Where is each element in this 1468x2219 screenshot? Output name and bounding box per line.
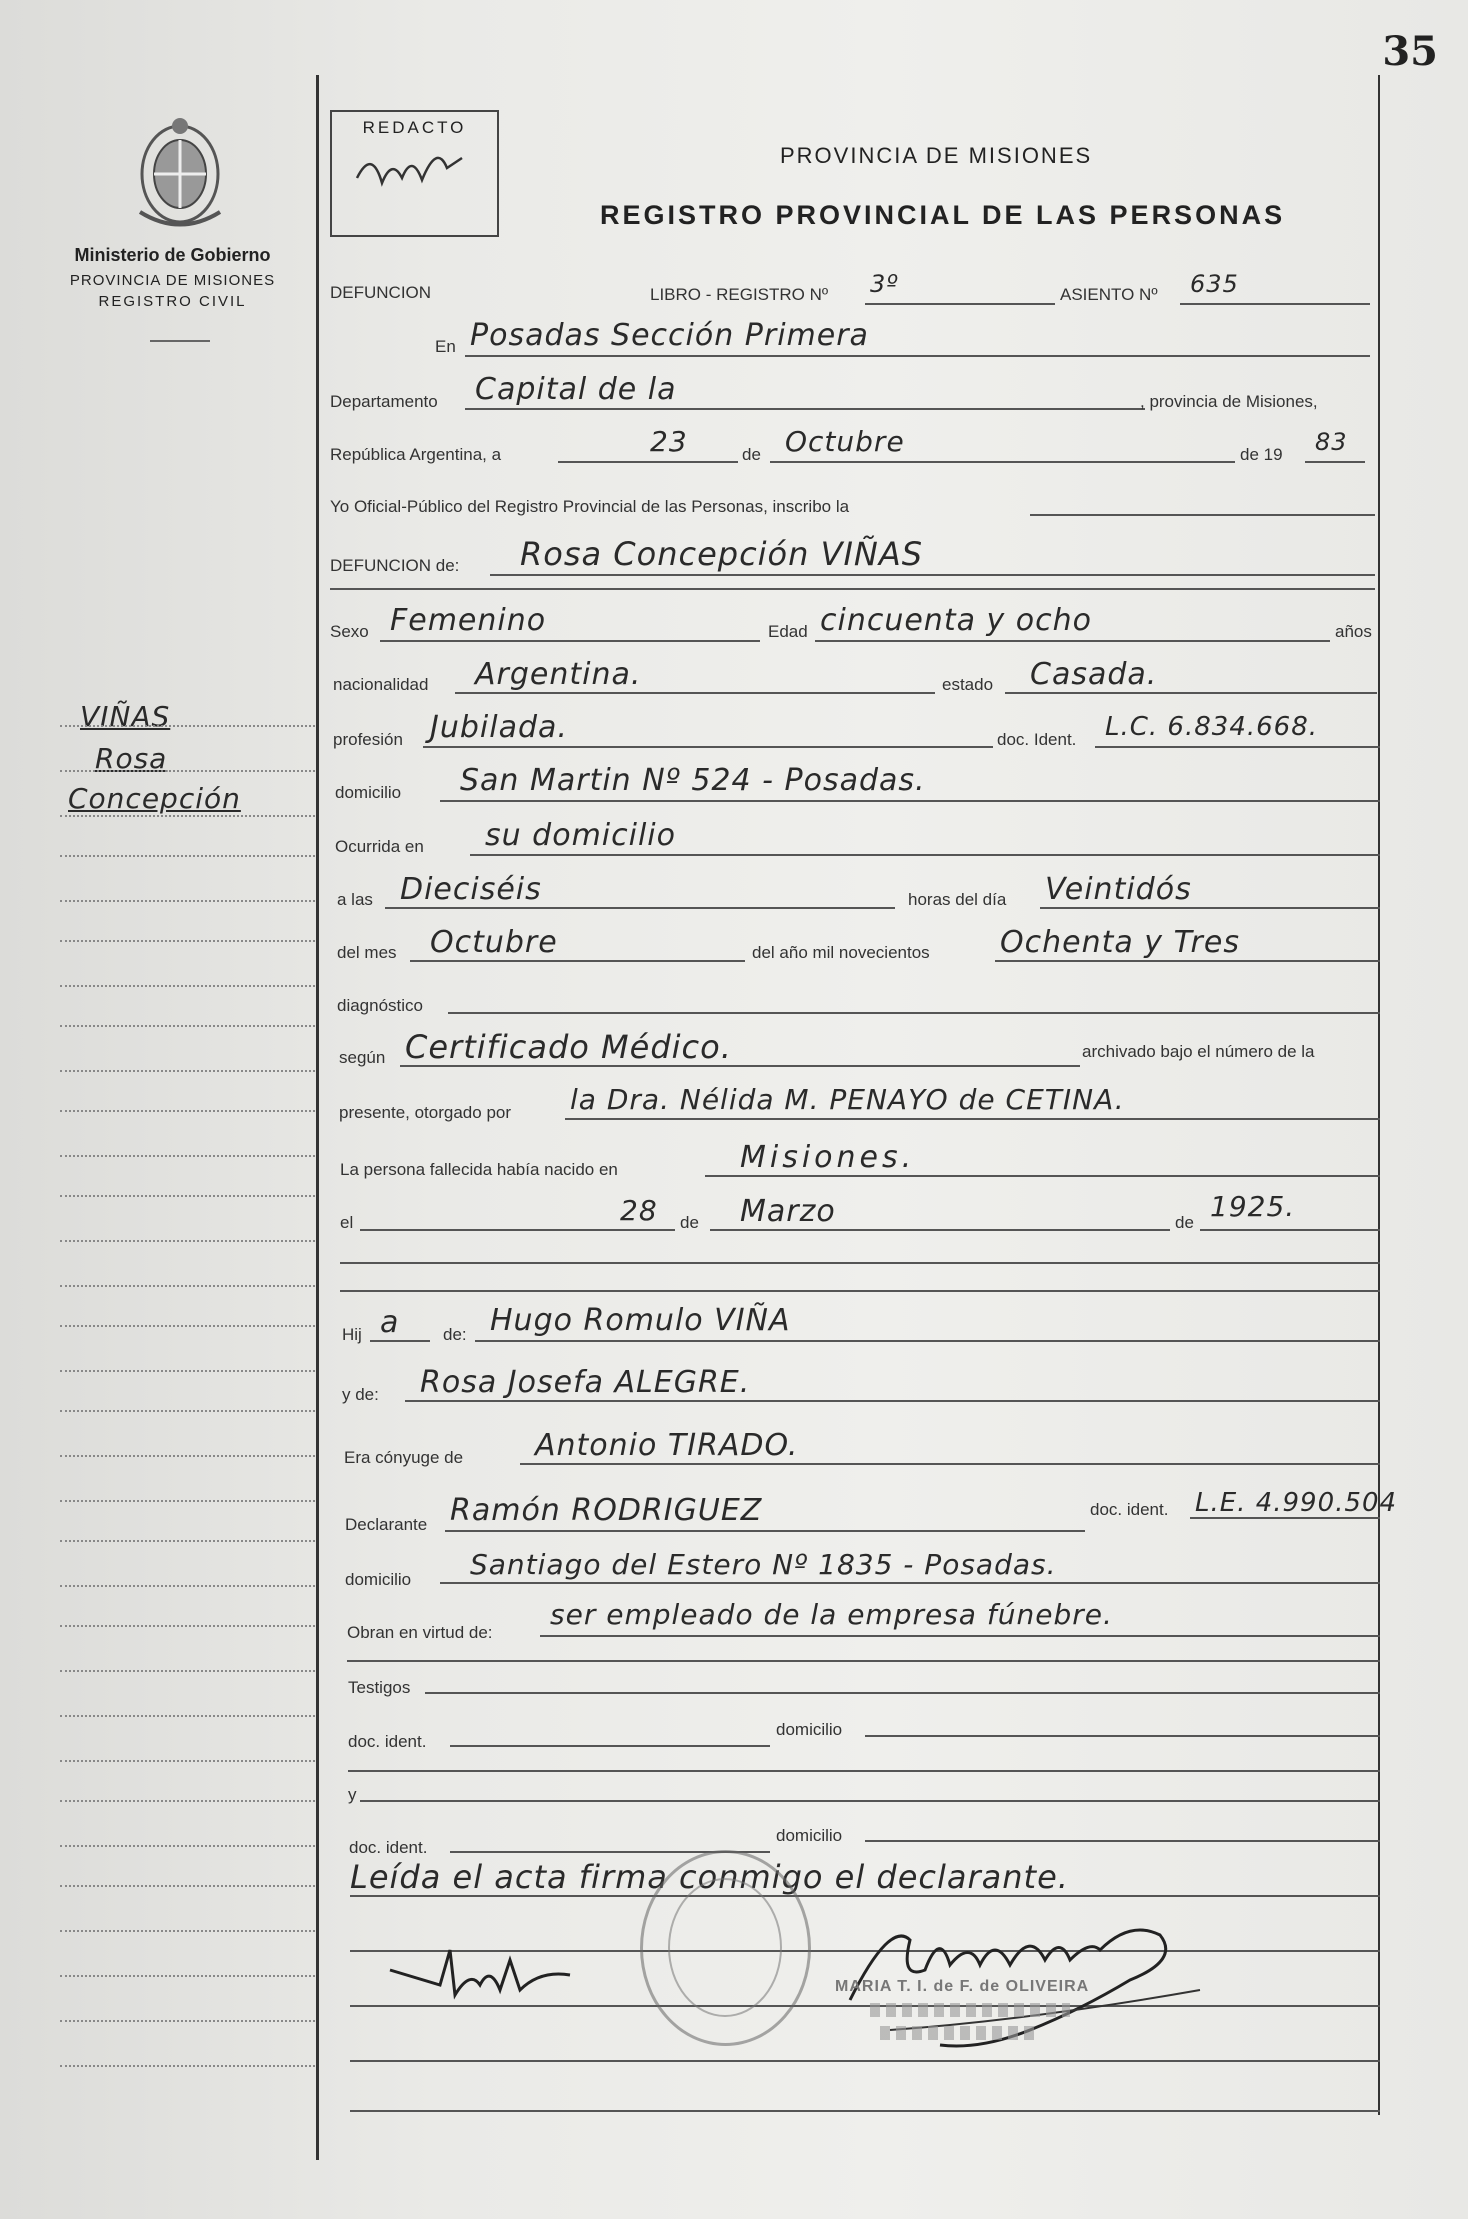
- margin-ledger-line: [60, 1625, 315, 1627]
- nac-mes-value: Marzo: [740, 1194, 836, 1229]
- dia-texto-line: [1040, 907, 1380, 909]
- nac-de-label: de: [680, 1213, 699, 1232]
- madre-value: Rosa Josefa ALEGRE.: [420, 1365, 751, 1400]
- edad-line: [815, 640, 1330, 642]
- hij-line: [370, 1340, 430, 1342]
- departamento-value: Capital de la: [475, 372, 677, 407]
- margin-ledger-line: [60, 2020, 315, 2022]
- alas-line: [385, 907, 895, 909]
- nacionalidad-line: [455, 692, 935, 694]
- testigos-line: [425, 1692, 1380, 1694]
- margin-ledger-line: [60, 1845, 315, 1847]
- margin-ledger-line: [60, 1025, 315, 1027]
- domicilio-label: domicilio: [335, 783, 402, 802]
- presente-value: la Dra. Nélida M. PENAYO de CETINA.: [570, 1083, 1125, 1116]
- margin-ledger-line: [60, 770, 315, 772]
- ocurrida-value: su domicilio: [485, 818, 676, 853]
- header-province: PROVINCIA DE MISIONES: [780, 143, 1093, 168]
- libro-line: [865, 303, 1055, 305]
- horas-label: horas del día: [908, 890, 1007, 909]
- tdoc1-label: doc. ident.: [348, 1732, 427, 1751]
- doc2-line: [1190, 1517, 1380, 1519]
- tdom1-line: [865, 1735, 1380, 1737]
- testigos-blank-line: [348, 1770, 1380, 1772]
- tdoc2-label: doc. ident.: [349, 1838, 428, 1857]
- margin-ledger-line: [60, 985, 315, 987]
- profesion-line: [423, 746, 993, 748]
- margin-ledger-line: [60, 1370, 315, 1372]
- domicilio2-line: [440, 1582, 1380, 1584]
- tdom2-label: domicilio: [776, 1826, 843, 1845]
- padre-value: Hugo Romulo VIÑA: [490, 1303, 791, 1338]
- margin-line: [316, 75, 319, 2160]
- leida-text: Leída el acta firma conmigo el declarante.: [350, 1858, 1069, 1896]
- page-number: 35: [1382, 28, 1438, 75]
- oficial-label: Yo Oficial-Público del Registro Provincial de las Personas, inscribo la: [330, 497, 850, 516]
- margin-ledger-line: [60, 1455, 315, 1457]
- anio-mil-label: del año mil novecientos: [752, 943, 930, 962]
- margin-ledger-line: [60, 1195, 315, 1197]
- presente-line: [565, 1118, 1380, 1120]
- padre-line: [475, 1340, 1380, 1342]
- margin-ledger-line: [60, 2065, 315, 2067]
- fecha-dia-line: [558, 461, 738, 463]
- en-label: En: [435, 337, 456, 356]
- declarante-line: [445, 1530, 1085, 1532]
- margin-ledger-line: [60, 1975, 315, 1977]
- testigos-label: Testigos: [348, 1678, 411, 1697]
- edad-label: Edad: [768, 622, 808, 641]
- obran-value: ser empleado de la empresa fúnebre.: [550, 1598, 1113, 1631]
- declarante-value: Ramón RODRIGUEZ: [450, 1493, 763, 1528]
- fecha-mes-value: Octubre: [785, 425, 905, 458]
- en-value: Posadas Sección Primera: [470, 318, 869, 353]
- margin-ledger-line: [60, 1760, 315, 1762]
- el-label: el: [340, 1213, 354, 1232]
- nac-dia-value: 28: [620, 1194, 658, 1227]
- margin-ledger-line: [60, 1930, 315, 1932]
- oficial-line: [1030, 514, 1375, 516]
- conyuge-value: Antonio TIRADO.: [535, 1428, 799, 1463]
- delmes-label: del mes: [337, 943, 397, 962]
- blank-line: [340, 1262, 1380, 1264]
- nac-anio-value: 1925.: [1210, 1190, 1296, 1223]
- margin-ledger-line: [60, 1240, 315, 1242]
- margin-ledger-line: [60, 1500, 315, 1502]
- declarant-signature-icon: [380, 1930, 630, 2020]
- delmes-line: [410, 960, 745, 962]
- redacto-box: [330, 110, 499, 237]
- sexo-label: Sexo: [330, 622, 369, 641]
- margin-ledger-line: [60, 1410, 315, 1412]
- anio-mil-value: Ochenta y Tres: [1000, 925, 1240, 960]
- diagnostico-line: [448, 1012, 1380, 1014]
- nac-anio-line: [1200, 1229, 1380, 1231]
- domicilio-line: [440, 800, 1380, 802]
- seal-stamp-icon: [640, 1850, 811, 2046]
- profesion-label: profesión: [333, 730, 403, 749]
- difunto-line: [490, 574, 1375, 576]
- ocurrida-line: [470, 854, 1380, 856]
- nacido-value: Misiones.: [740, 1140, 916, 1175]
- ministry-divider: [150, 340, 210, 342]
- departamento-label: Departamento: [330, 392, 438, 411]
- tdom1-label: domicilio: [776, 1720, 843, 1739]
- stamp-text: MARIA T. I. de F. de OLIVEIRA: [835, 1978, 1090, 1995]
- presente-label: presente, otorgado por: [339, 1103, 512, 1122]
- margin-ledger-line: [60, 1285, 315, 1287]
- tdoc1-line: [450, 1745, 770, 1747]
- republica-label: República Argentina, a: [330, 445, 502, 464]
- asiento-line: [1180, 303, 1370, 305]
- ministry-registry: REGISTRO CIVIL: [98, 293, 247, 310]
- margin-ledger-line: [60, 900, 315, 902]
- conyuge-label: Era cónyuge de: [344, 1448, 464, 1467]
- estado-value: Casada.: [1030, 657, 1158, 692]
- margin-ledger-line: [60, 855, 315, 857]
- fecha-mes-line: [770, 461, 1235, 463]
- estado-label: estado: [942, 675, 994, 694]
- nacido-label: La persona fallecida había nacido en: [340, 1160, 618, 1179]
- margin-ledger-line: [60, 815, 315, 817]
- margin-ledger-line: [60, 1540, 315, 1542]
- ty-label: y: [348, 1785, 357, 1804]
- conyuge-line: [520, 1463, 1380, 1465]
- obran-line-2: [347, 1660, 1380, 1662]
- edad-value: cincuenta y ocho: [820, 603, 1093, 638]
- header-registry: REGISTRO PROVINCIAL DE LAS PERSONAS: [600, 200, 1286, 230]
- hij-label: Hij: [342, 1325, 362, 1344]
- redacto-signature-icon: [352, 138, 472, 208]
- blank-line-2: [340, 1290, 1380, 1292]
- margin-ledger-line: [60, 1325, 315, 1327]
- margin-ledger-line: [60, 1585, 315, 1587]
- stamp-line: [870, 2003, 1070, 2017]
- asiento-value: 635: [1190, 270, 1239, 298]
- yde-label: y de:: [342, 1385, 379, 1404]
- margin-ledger-line: [60, 1715, 315, 1717]
- de19-label: de 19: [1240, 445, 1283, 464]
- doc-label: doc. Ident.: [997, 730, 1077, 749]
- alas-value: Dieciséis: [400, 872, 542, 907]
- estado-line: [1005, 692, 1377, 694]
- hijde-label: de:: [443, 1325, 467, 1344]
- fecha-dia-value: 23: [650, 425, 688, 458]
- en-line: [465, 355, 1370, 357]
- anio-mil-line: [995, 960, 1380, 962]
- asiento-label: ASIENTO Nº: [1060, 285, 1158, 304]
- redacto-label: REDACTO: [362, 118, 467, 137]
- doc2-label: doc. ident.: [1090, 1500, 1169, 1519]
- coat-of-arms-icon: [130, 112, 230, 232]
- domicilio2-value: Santiago del Estero Nº 1835 - Posadas.: [470, 1548, 1057, 1581]
- segun-line: [400, 1065, 1080, 1067]
- ministry-province: PROVINCIA DE MISIONES: [69, 272, 276, 289]
- segun-value: Certificado Médico.: [405, 1028, 732, 1066]
- doc-line: [1095, 746, 1380, 748]
- ocurrida-label: Ocurrida en: [335, 837, 424, 856]
- fecha-anio-line: [1305, 461, 1365, 463]
- provincia-label: , provincia de Misiones,: [1140, 392, 1318, 411]
- sexo-line: [380, 640, 760, 642]
- nacido-line: [705, 1175, 1380, 1177]
- fecha-anio-value: 83: [1315, 428, 1348, 456]
- defuncion-label: DEFUNCION: [330, 283, 432, 302]
- obran-label: Obran en virtud de:: [347, 1623, 493, 1642]
- doc2-value: L.E. 4.990.504: [1195, 1488, 1398, 1518]
- declarante-label: Declarante: [345, 1515, 428, 1534]
- margin-ledger-line: [60, 940, 315, 942]
- margin-ledger-line: [60, 1070, 315, 1072]
- right-line: [1378, 75, 1380, 2115]
- margin-ledger-line: [60, 1885, 315, 1887]
- hij-value: a: [380, 1305, 400, 1340]
- margin-ledger-line: [60, 1800, 315, 1802]
- delmes-value: Octubre: [430, 925, 558, 960]
- signature-line-4: [350, 2110, 1380, 2112]
- nac-de2-label: de: [1175, 1213, 1194, 1232]
- segun-label: según: [339, 1048, 386, 1067]
- nac-dia-line: [360, 1229, 675, 1231]
- diagnostico-label: diagnóstico: [337, 996, 424, 1015]
- tdom2-line: [865, 1840, 1380, 1842]
- sexo-value: Femenino: [390, 603, 547, 638]
- anios-label: años: [1335, 622, 1372, 641]
- ministry-title: Ministerio de Gobierno: [74, 245, 271, 265]
- dia-texto-value: Veintidós: [1045, 872, 1192, 907]
- doc-value: L.C. 6.834.668.: [1105, 712, 1319, 742]
- profesion-value: Jubilada.: [430, 710, 568, 745]
- margin-name-1: Rosa: [95, 742, 168, 775]
- fecha-de-label: de: [742, 445, 761, 464]
- libro-value: 3º: [870, 270, 899, 298]
- departamento-line: [465, 408, 1145, 410]
- madre-line: [405, 1400, 1380, 1402]
- difunto-value: Rosa Concepción VIÑAS: [520, 535, 924, 573]
- archivado-label: archivado bajo el número de la: [1082, 1042, 1315, 1061]
- margin-surname: VIÑAS: [80, 700, 171, 733]
- signature-line-3: [350, 2060, 1380, 2062]
- margin-ledger-line: [60, 1110, 315, 1112]
- margin-ledger-line: [60, 725, 315, 727]
- nac-mes-line: [710, 1229, 1170, 1231]
- domicilio-value: San Martin Nº 524 - Posadas.: [460, 763, 926, 798]
- difunto-line-2: [330, 588, 1375, 590]
- obran-line: [540, 1635, 1380, 1637]
- margin-ledger-line: [60, 1155, 315, 1157]
- ty-line: [360, 1800, 1380, 1802]
- alas-label: a las: [337, 890, 373, 909]
- margin-name-2: Concepción: [68, 782, 241, 815]
- stamp-line-2: [880, 2026, 1040, 2040]
- nacionalidad-label: nacionalidad: [333, 675, 429, 694]
- defuncion-de-label: DEFUNCION de:: [330, 556, 460, 575]
- margin-ledger-line: [60, 1670, 315, 1672]
- nacionalidad-value: Argentina.: [475, 657, 642, 692]
- libro-label: LIBRO - REGISTRO Nº: [650, 285, 829, 304]
- domicilio2-label: domicilio: [345, 1570, 412, 1589]
